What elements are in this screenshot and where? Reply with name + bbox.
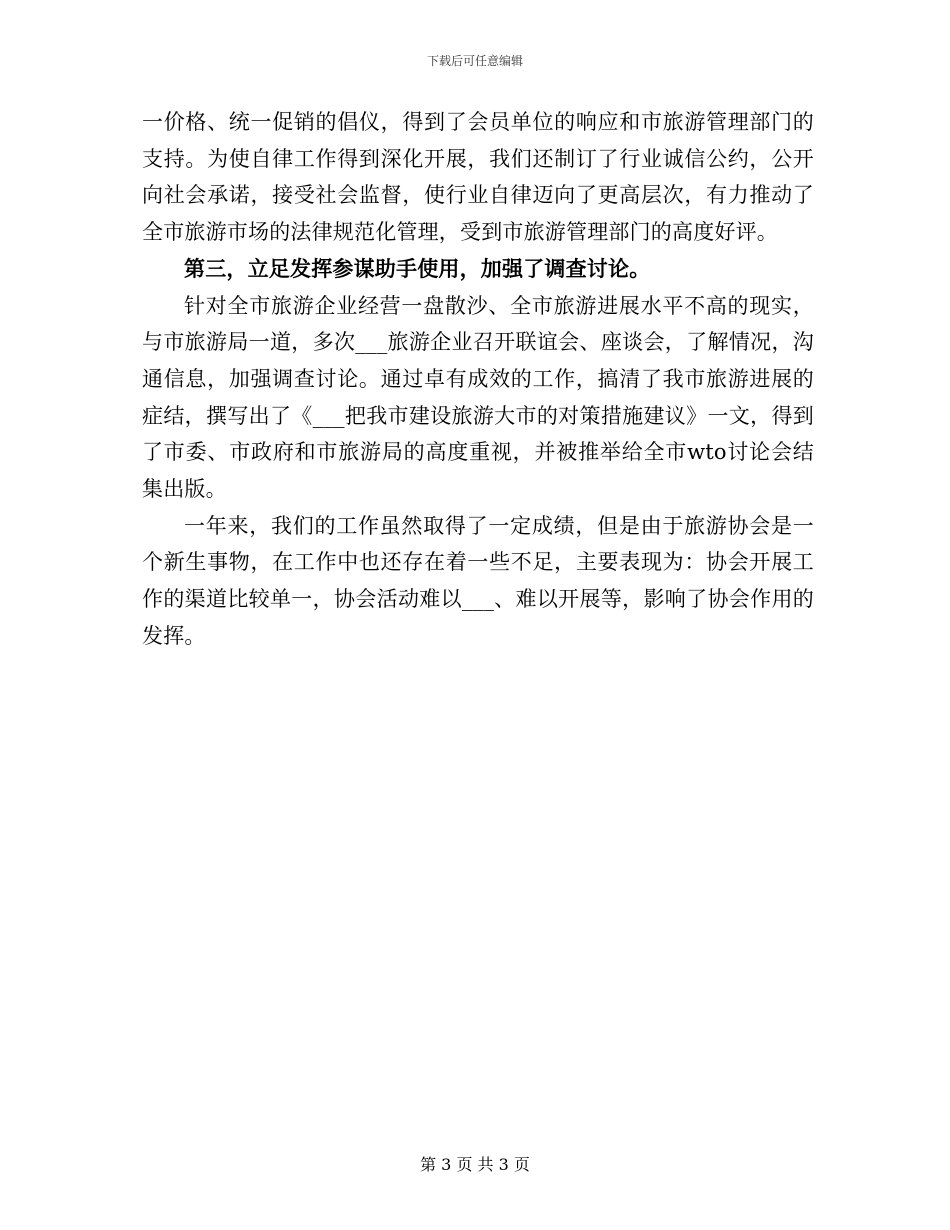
section-heading-third: 第三，立足发挥参谋助手使用，加强了调查讨论。 xyxy=(184,255,651,281)
page-footer: 第 3 页 共 3 页 xyxy=(420,1155,530,1174)
page-header: 下载后可任意编辑 xyxy=(426,54,523,68)
paragraph-continuation: 一价格、统一促销的倡仪，得到了会员单位的响应和市旅游管理部门的支持。为使自律工作得到深化开展，我们还制订了行业诚信公约，公开向社会承诺，接受社会监督，使行业自律迈向了更高层次，有力推动了全市旅游市场的法律规范化管理，受到市旅游管理部门的高度好评。 xyxy=(142,110,814,245)
paragraph-research: 针对全市旅游企业经营一盘散沙、全市旅游进展水平不高的现实，与市旅游局一道，多次___旅游企业召开联谊会、座谈会，了解情况，沟通信息，加强调查讨论。通过卓有成效的工作，搞清了我市旅游进展的症结，撰写出了《___把我市建设旅游大市的对策措施建议》一文，得到了市委、市政府和市旅游局的高度重视，并被推举给全市wto讨论会结集出版。 xyxy=(142,293,814,502)
document-body xyxy=(142,104,814,655)
paragraph-summary: 一年来，我们的工作虽然取得了一定成绩，但是由于旅游协会是一个新生事物，在工作中也还存在着一些不足，主要表现为：协会开展工作的渠道比较单一，协会活动难以___、难以开展等，影响了协会作用的发挥。 xyxy=(142,513,814,648)
